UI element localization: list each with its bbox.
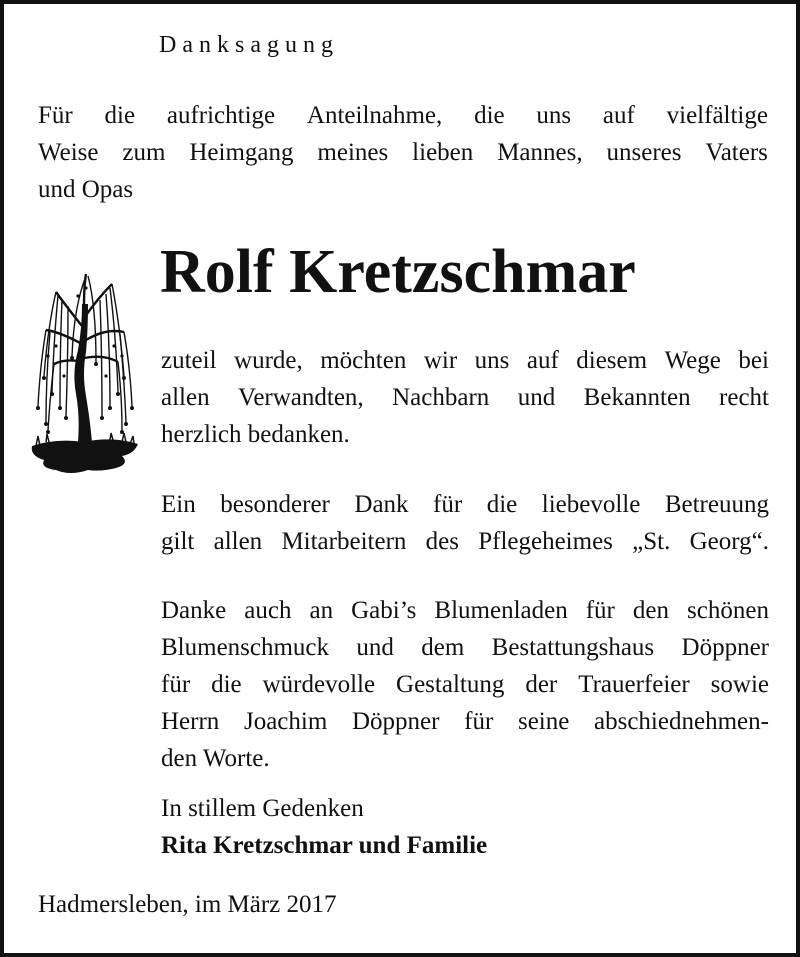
word: Döppner (351, 708, 440, 735)
word: auf (602, 102, 635, 129)
weeping-willow-icon (26, 266, 144, 488)
word: Nachbarn (392, 384, 490, 411)
word: dem (421, 634, 465, 661)
word: den (632, 597, 670, 624)
notice-heading: Danksagung (159, 32, 339, 58)
word: seine (517, 708, 570, 735)
word: möchten (320, 347, 407, 374)
closing-block (161, 790, 487, 864)
paragraph2-line-1 (161, 486, 769, 523)
word: allen (213, 528, 263, 555)
paragraph3-line-5: den Worte. (161, 745, 270, 772)
word: lieben (412, 139, 474, 166)
word: Betreuung (664, 491, 769, 518)
word: Vaters (705, 139, 768, 166)
word: Döppner (681, 634, 769, 661)
word: für (464, 708, 494, 735)
word: Mitarbeitern (281, 528, 407, 555)
closing-phrase: In stillem Gedenken (161, 795, 364, 822)
word: uns (536, 102, 572, 129)
word: meines (317, 139, 389, 166)
word: liebevolle (541, 491, 641, 518)
word: Blumenladen (434, 597, 568, 624)
word: wir (423, 347, 458, 374)
word: des (425, 528, 459, 555)
word: bei (738, 347, 769, 374)
care-home-paragraph (161, 486, 769, 560)
word: Herrn (161, 708, 220, 735)
word: wurde, (234, 347, 303, 374)
word: und (356, 634, 394, 661)
word: für (585, 597, 615, 624)
intro-line-1 (38, 97, 768, 134)
paragraph2-line-2 (161, 523, 769, 560)
word: Anteilnahme, (306, 102, 443, 129)
intro-paragraph (38, 97, 768, 208)
word: uns (474, 347, 510, 374)
word: recht (719, 384, 769, 411)
word: besonderer (220, 491, 330, 518)
word: Wege (664, 347, 721, 374)
word: aufrichtige (166, 102, 276, 129)
intro-line-2 (38, 134, 768, 171)
paragraph1-line-1 (161, 342, 769, 379)
word: abschiednehmen- (594, 708, 769, 735)
word: unseres (606, 139, 682, 166)
deceased-name: Rolf Kretzschmar (160, 238, 636, 306)
signature: Rita Kretzschmar und Familie (161, 832, 488, 859)
paragraph3-line-3 (161, 666, 769, 703)
word: Pflegeheimes (478, 528, 613, 555)
word: Gestaltung (396, 671, 505, 698)
thanks-paragraph (161, 342, 769, 453)
word: zuteil (161, 347, 217, 374)
word: auf (526, 347, 559, 374)
florist-funeral-paragraph (161, 592, 769, 777)
word: und (517, 384, 556, 411)
word: schönen (687, 597, 769, 624)
word: Danke (161, 597, 227, 624)
word: Weise (38, 139, 99, 166)
word: vielfältige (666, 102, 768, 129)
word: die (211, 671, 242, 698)
word: für (433, 491, 463, 518)
word: Dank (354, 491, 409, 518)
word: Heimgang (189, 139, 294, 166)
word: auch (244, 597, 292, 624)
intro-line-3: und Opas (38, 176, 134, 203)
word: Joachim (243, 708, 328, 735)
word: die (474, 102, 505, 129)
word: Mannes, (497, 139, 583, 166)
word: die (486, 491, 518, 518)
word: Verwandten, (238, 384, 364, 411)
word: Bekannten (583, 384, 691, 411)
word: Für (38, 102, 73, 129)
word: „St. (632, 528, 671, 555)
word: die (104, 102, 136, 129)
word: sowie (710, 671, 769, 698)
paragraph1-line-3: herzlich bedanken. (161, 421, 350, 448)
word: der (525, 671, 558, 698)
paragraph3-line-4 (161, 703, 769, 740)
paragraph1-line-2 (161, 379, 769, 416)
word: Bestattungshaus (491, 634, 655, 661)
word: Ein (161, 491, 196, 518)
word: zum (122, 139, 166, 166)
paragraph3-line-1 (161, 592, 769, 629)
word: an (309, 597, 334, 624)
word: allen (161, 384, 210, 411)
word: für (161, 671, 191, 698)
place-and-date: Hadmersleben, im März 2017 (38, 891, 337, 918)
word: Trauerfeier (578, 671, 690, 698)
word: Georg“. (689, 528, 769, 555)
paragraph3-line-2 (161, 629, 769, 666)
word: gilt (161, 528, 195, 555)
word: Blumenschmuck (161, 634, 330, 661)
word: würdevolle (262, 671, 376, 698)
word: Gabi’s (351, 597, 417, 624)
word: diesem (576, 347, 648, 374)
